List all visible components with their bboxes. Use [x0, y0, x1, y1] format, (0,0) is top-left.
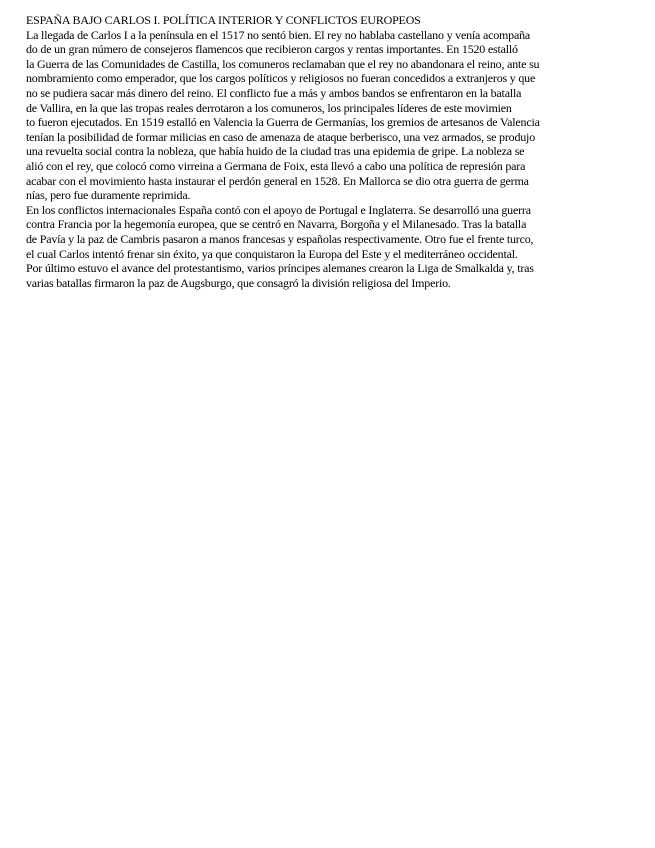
text-line: no se pudiera sacar más dinero del reino. El conflicto fue a más y ambos bandos se enfrentaron en la batalla: [26, 85, 522, 100]
text-line: tenían la posibilidad de formar milicias en caso de amenaza de ataque berberisco, una vez armados, se produjo: [26, 129, 535, 144]
text-line: alió con el rey, que colocó como virreina a Germana de Foix, esta llevó a cabo una política de represión para: [26, 158, 526, 173]
text-line: Por último estuvo el avance del protestantismo, varios príncipes alemanes crearon la Liga de Smalkalda y, tras: [26, 261, 534, 276]
text-line: do de un gran número de consejeros flamencos que recibieron cargos y rentas importantes. En 1520 estalló: [26, 42, 518, 57]
text-line: de Vallira, en la que las tropas reales derrotaron a los comuneros, los principales líderes de este movimien: [26, 100, 512, 115]
text-line: acabar con el movimiento hasta instaurar el perdón general en 1528. En Mallorca se dio otra guerra de germa: [26, 173, 529, 188]
text-line: to fueron ejecutados. En 1519 estalló en Valencia la Guerra de Germanías, los gremios de artesanos de Valencia: [26, 115, 540, 130]
text-line: La llegada de Carlos I a la península en el 1517 no sentó bien. El rey no hablaba castellano y venía acompaña: [26, 27, 531, 42]
text-line: el cual Carlos intentó frenar sin éxito, ya que conquistaron la Europa del Este y el mediterráneo occidental.: [26, 246, 518, 261]
document-body: [26, 13, 646, 290]
text-line: nombramiento como emperador, que los cargos políticos y religiosos no fueran concedidos a extranjeros y que: [26, 71, 536, 86]
text-line: contra Francia por la hegemonía europea, que se centró en Navarra, Borgoña y el Milanesado. Tras la batalla: [26, 217, 527, 232]
document-title: ESPAÑA BAJO CARLOS I. POLÍTICA INTERIOR Y CONFLICTOS EUROPEOS: [26, 13, 421, 27]
text-line: la Guerra de las Comunidades de Castilla, los comuneros reclamaban que el rey no abandonara el reino, ante su: [26, 56, 540, 71]
text-line: En los conflictos internacionales España contó con el apoyo de Portugal e Inglaterra. Se desarrolló una guerra: [26, 202, 531, 217]
text-line: varias batallas firmaron la paz de Augsburgo, que consagró la división religiosa del Imperio.: [26, 275, 451, 290]
text-line: nías, pero fue duramente reprimida.: [26, 188, 191, 203]
text-line: una revuelta social contra la nobleza, que había huido de la ciudad tras una epidemia de gripe. La nobleza se: [26, 144, 525, 159]
text-line: de Pavía y la paz de Cambris pasaron a manos francesas y españolas respectivamente. Otro fue el frente turco,: [26, 231, 534, 246]
